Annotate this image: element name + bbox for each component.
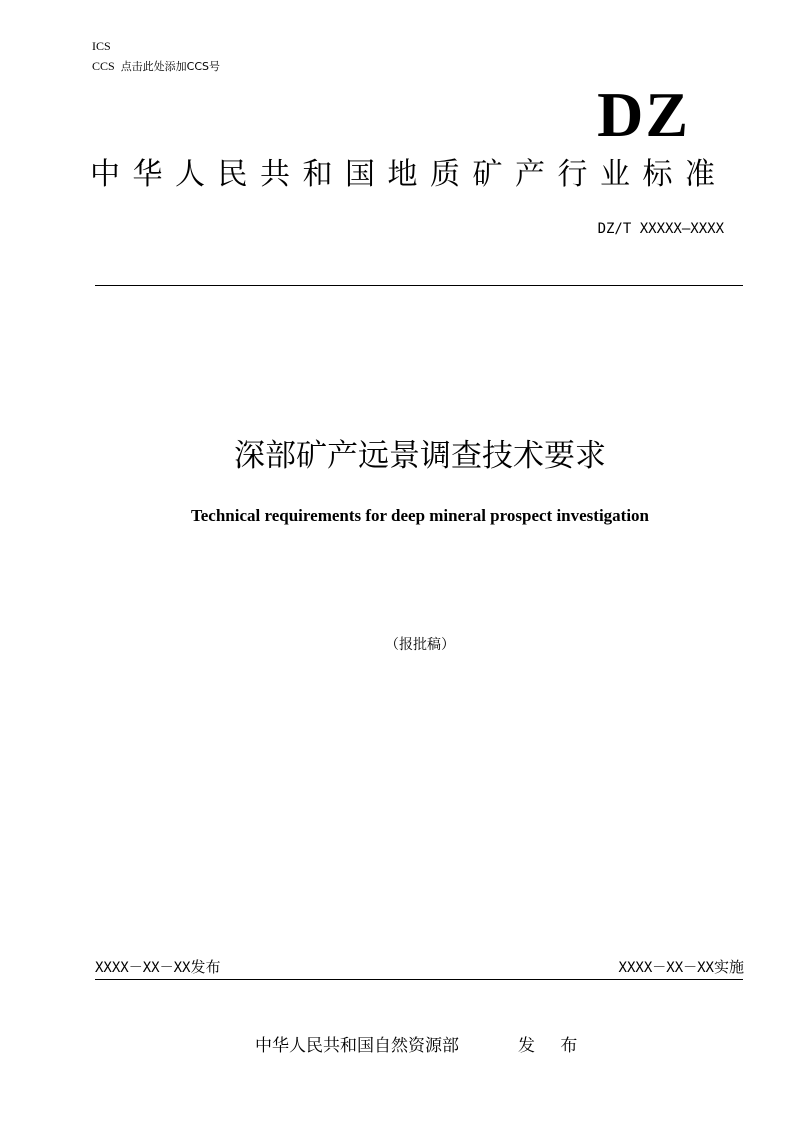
ics-label: ICS — [92, 39, 111, 53]
footer-divider — [95, 979, 743, 980]
ccs-line — [92, 59, 220, 74]
standard-category-title: 中华人民共和国地质矿产行业标准 — [90, 157, 728, 192]
issue-label: 发布 — [190, 958, 221, 976]
implementation-date: XXXX－XX－XX — [618, 960, 714, 976]
ccs-label: CCS — [92, 59, 115, 73]
standard-number: DZ/T XXXXX—XXXX — [597, 221, 724, 237]
implementation-date-line — [619, 957, 744, 978]
document-title-en: Technical requirements for deep mineral prospect investigation — [190, 506, 650, 525]
document-title-cn: 深部矿产远景调查技术要求 — [234, 438, 606, 474]
header-divider — [95, 285, 743, 286]
dz-logo: DZ — [597, 79, 690, 150]
issue-verb: 发 布 — [518, 1036, 588, 1056]
implementation-label: 实施 — [713, 958, 744, 976]
ccs-placeholder[interactable]: 点击此处添加CCS号 — [120, 60, 221, 73]
issue-date: XXXX－XX－XX — [95, 960, 191, 976]
draft-stage: （报批稿） — [385, 637, 455, 653]
issue-date-line — [95, 957, 220, 978]
issuing-authority: 中华人民共和国自然资源部 — [255, 1036, 459, 1056]
